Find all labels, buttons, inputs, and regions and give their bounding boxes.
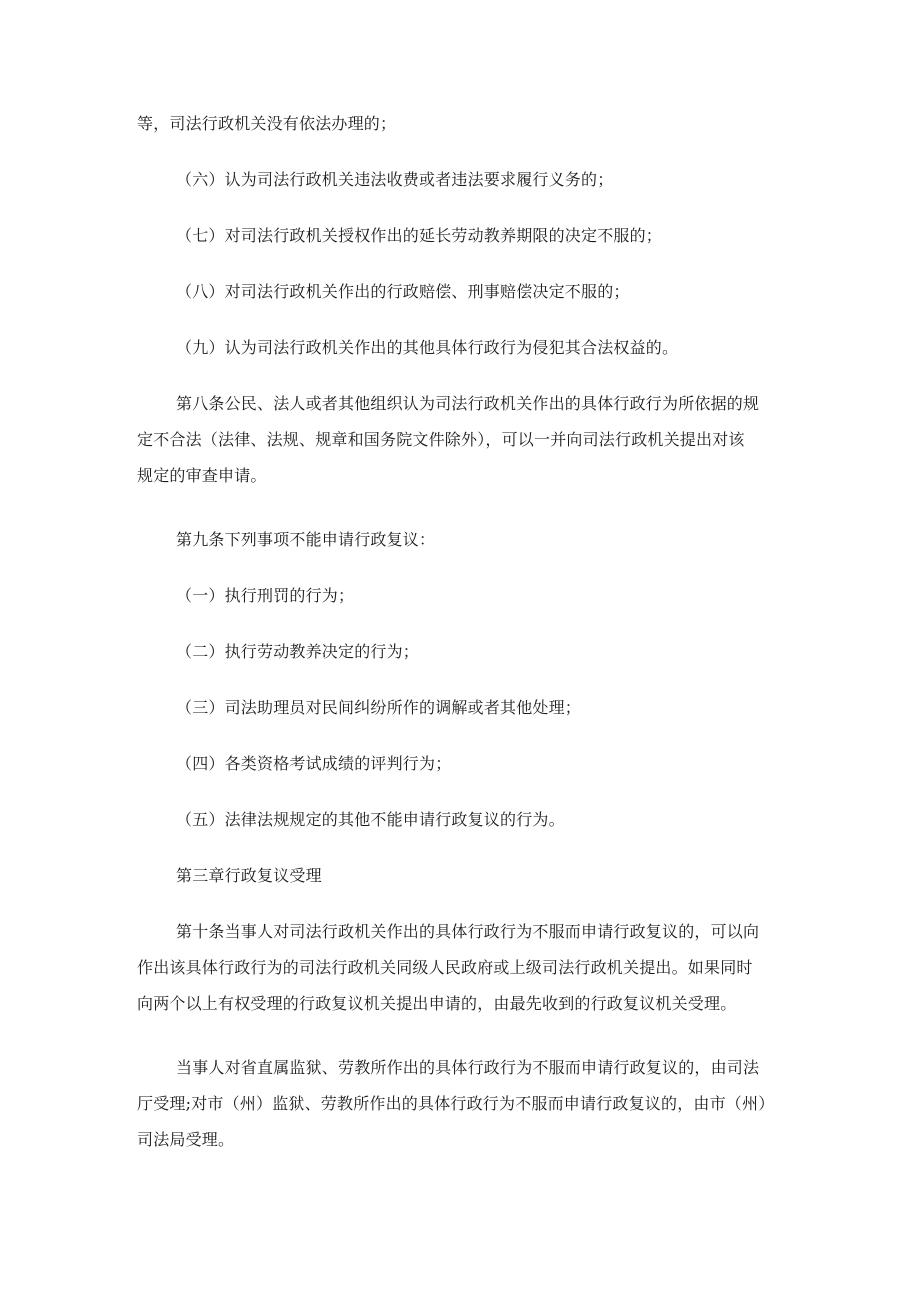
article-10-para-2-line-1: 当事人对省直属监狱、劳教所作出的具体行政行为不服而申请行政复议的，由司法 bbox=[176, 1058, 760, 1077]
list-item-6: （六）认为司法行政机关违法收费或者违法要求履行义务的； bbox=[176, 170, 614, 189]
article-10-line-1: 第十条当事人对司法行政机关作出的具体行政行为不服而申请行政复议的，可以向 bbox=[176, 922, 760, 941]
article-10-line-2: 作出该具体行政行为的司法行政机关同级人民政府或上级司法行政机关提出。如果同时 bbox=[137, 958, 753, 977]
list-item-8: （八）对司法行政机关作出的行政赔偿、刑事赔偿决定不服的； bbox=[176, 282, 630, 301]
article-8-line-1: 第八条公民、法人或者其他组织认为司法行政机关作出的具体行政行为所依据的规 bbox=[176, 394, 760, 413]
list-item-2: （二）执行劳动教养决定的行为； bbox=[176, 642, 420, 661]
list-item-1: （一）执行刑罚的行为； bbox=[176, 586, 355, 605]
article-10-para-2-line-2: 厅受理;对市（州）监狱、劳教所作出的具体行政行为不服而申请行政复议的，由市（州） bbox=[137, 1094, 775, 1113]
article-10-para-2 bbox=[137, 1050, 785, 1158]
article-10-para-2-line-3: 司法局受理。 bbox=[137, 1130, 235, 1149]
article-8 bbox=[137, 386, 785, 494]
list-item-7: （七）对司法行政机关授权作出的延长劳动教养期限的决定不服的； bbox=[176, 226, 663, 245]
list-item-4: （四）各类资格考试成绩的评判行为； bbox=[176, 754, 452, 773]
article-8-line-3: 规定的审查申请。 bbox=[137, 466, 267, 485]
article-8-line-2: 定不合法（法律、法规、规章和国务院文件除外），可以一并向司法行政机关提出对该 bbox=[137, 430, 745, 449]
list-item-3: （三）司法助理员对民间纠纷所作的调解或者其他处理； bbox=[176, 698, 582, 717]
article-9-heading: 第九条下列事项不能申请行政复议： bbox=[176, 530, 436, 549]
list-item-9: （九）认为司法行政机关作出的其他具体行政行为侵犯其合法权益的。 bbox=[176, 338, 679, 357]
article-10 bbox=[137, 914, 785, 1022]
chapter-3-heading: 第三章行政复议受理 bbox=[176, 866, 322, 885]
list-item-5: （五）法律法规规定的其他不能申请行政复议的行为。 bbox=[176, 810, 565, 829]
article-10-line-3: 向两个以上有权受理的行政复议机关提出申请的，由最先收到的行政复议机关受理。 bbox=[137, 994, 737, 1013]
paragraph-continuation: 等，司法行政机关没有依法办理的； bbox=[137, 114, 397, 133]
